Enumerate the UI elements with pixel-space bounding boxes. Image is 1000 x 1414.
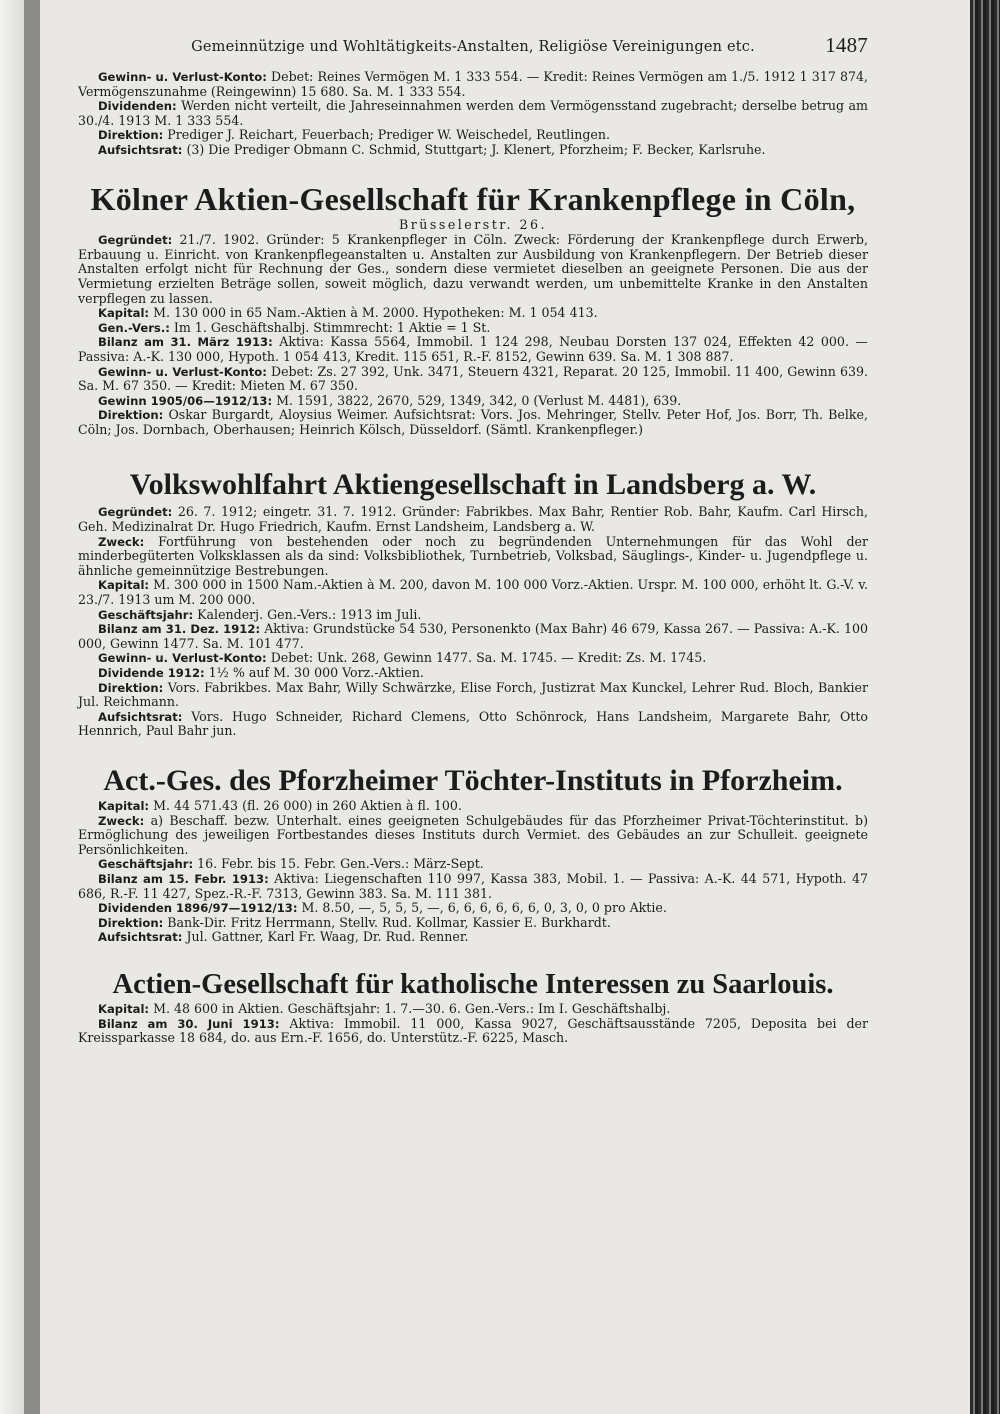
company-title: Kölner Aktien-Gesellschaft für Krankenpflege in Cöln, xyxy=(90,180,856,217)
scan-left-margin xyxy=(0,0,24,1414)
field-text: Vors. Hugo Schneider, Richard Clemens, Otto Schönrock, Hans Landsheim, Margarete Bahr, Otto Hennrich, Paul Bahr jun. xyxy=(78,708,868,739)
field-label: Gewinn- u. Verlust-Konto: xyxy=(98,651,267,666)
field-label: Gewinn- u. Verlust-Konto: xyxy=(98,70,267,84)
paragraph xyxy=(78,70,868,99)
field-label: Dividenden 1896/97—1912/13: xyxy=(98,901,298,916)
paragraph xyxy=(78,622,868,651)
field-text: M. 130 000 in 65 Nam.-Aktien à M. 2000. Hypotheken: M. 1 054 413. xyxy=(153,305,598,321)
field-text: M. 8.50, —, 5, 5, 5, —, 6, 6, 6, 6, 6, 6, 0, 3, 0, 0 pro Aktie. xyxy=(301,900,667,916)
field-label: Kapital: xyxy=(98,1001,150,1016)
paragraph xyxy=(78,408,868,437)
paragraph xyxy=(78,710,868,739)
paragraph xyxy=(78,535,868,579)
paragraph xyxy=(78,872,868,901)
paragraph xyxy=(78,1002,868,1017)
company-title: Volkswohlfahrt Aktiengesellschaft in Landsberg a. W. xyxy=(129,468,817,502)
scan-right-edge xyxy=(970,0,1000,1414)
field-text: Vors. Fabrikbes. Max Bahr, Willy Schwärzke, Elise Forch, Justizrat Max Kunckel, Lehrer Rud. Bloch, Bankier Jul. Reichmann. xyxy=(78,679,868,710)
field-label: Zweck: xyxy=(98,813,145,828)
entry-katholische-interessen-saarlouis xyxy=(78,969,868,1046)
field-text: Kalenderj. Gen.-Vers.: 1913 im Juli. xyxy=(197,606,422,622)
field-label: Bilanz am 31. März 1913: xyxy=(98,335,273,350)
paragraph xyxy=(78,321,868,336)
field-label: Geschäftsjahr: xyxy=(98,857,194,872)
field-label: Gewinn- u. Verlust-Konto: xyxy=(98,364,267,379)
entry-volkswohlfahrt xyxy=(78,469,868,739)
company-title: Actien-Gesellschaft für katholische Interessen zu Saarlouis. xyxy=(112,968,834,1000)
paragraph xyxy=(78,306,868,321)
field-text: Jul. Gattner, Karl Fr. Waag, Dr. Rud. Renner. xyxy=(186,929,469,945)
entry-continuation xyxy=(78,70,868,158)
paragraph xyxy=(78,233,868,306)
field-text: M. 44 571.43 (fl. 26 000) in 260 Aktien à fl. 100. xyxy=(153,797,462,813)
field-label: Gen.-Vers.: xyxy=(98,320,170,335)
field-text: 21./7. 1902. Gründer: 5 Krankenpfleger in Cöln. Zweck: Förderung der Krankenpflege durch Erwerb, Erbauung u. Einricht. von Krankenpflegeanstalten u. Anstalten zur Ausbildung von Krankenpflegern. Der Betrieb dieser Anstalten erfolgt nicht für Rechnung der Ges., sondern diese vermietet dieselben an geeignete Personen. Die aus der Vermietung erzielten Beträge sollen, soweit möglich, dazu verwandt werden, um unbemittelte Kranke in den Anstalten verpflegen zu lassen. xyxy=(78,232,868,306)
field-label: Aufsichtsrat: xyxy=(98,709,183,724)
field-label: Direktion: xyxy=(98,680,164,695)
paragraph xyxy=(78,128,868,143)
field-label: Gegründet: xyxy=(98,233,173,248)
field-label: Kapital: xyxy=(98,578,150,593)
page-number: 1487 xyxy=(825,33,868,57)
field-text: Aktiva: Immobil. 11 000, Kassa 9027, Geschäftsausstände 7205, Deposita bei der Kreissparkasse 18 684, do. aus Ern.-F. 1656, do. Unterstütz.-F. 6225, Masch. xyxy=(78,1015,868,1046)
field-label: Gewinn 1905/06—1912/13: xyxy=(98,393,273,408)
company-title: Act.-Ges. des Pforzheimer Töchter-Instituts in Pforzheim. xyxy=(103,763,843,797)
field-text: Debet: Unk. 268, Gewinn 1477. Sa. M. 1745. — Kredit: Zs. M. 1745. xyxy=(270,650,707,666)
running-header xyxy=(78,33,868,70)
paragraph xyxy=(78,1017,868,1046)
paragraph xyxy=(78,666,868,681)
paragraph xyxy=(78,365,868,394)
document-page xyxy=(78,33,868,1046)
field-text: M. 1591, 3822, 2670, 529, 1349, 342, 0 (Verlust M. 4481), 639. xyxy=(276,392,682,408)
field-label: Aufsichtsrat: xyxy=(98,930,183,945)
paragraph xyxy=(78,651,868,666)
field-text: Aktiva: Kassa 5564, Immobil. 1 124 298, Neubau Dorsten 137 024, Effekten 42 000. — Passiva: A.-K. 130 000, Hypoth. 1 054 413, Kredit. 115 651, R.-F. 8152, Gewinn 639. Sa. M. 1 308 887. xyxy=(78,334,868,364)
field-label: Bilanz am 30. Juni 1913: xyxy=(98,1016,280,1031)
field-text: Debet: Zs. 27 392, Unk. 3471, Steuern 4321, Reparat. 20 125, Immobil. 11 400, Gewinn 639. Sa. M. 67 350. — Kredit: Mieten M. 67 350. xyxy=(78,363,868,394)
field-label: Geschäftsjahr: xyxy=(98,607,194,622)
field-label: Kapital: xyxy=(98,798,150,813)
scan-binding-shadow xyxy=(24,0,40,1414)
paragraph xyxy=(78,608,868,623)
field-label: Direktion: xyxy=(98,408,164,423)
field-text: M. 48 600 in Aktien. Geschäftsjahr: 1. 7.—30. 6. Gen.-Vers.: Im I. Geschäftshalbj. xyxy=(153,1000,671,1016)
paragraph xyxy=(78,930,868,945)
field-text: Aktiva: Grundstücke 54 530, Personenkto (Max Bahr) 46 679, Kassa 267. — Passiva: A.-K. 100 000, Gewinn 1477. Sa. M. 101 477. xyxy=(78,621,868,651)
paragraph xyxy=(78,799,868,814)
field-text: Bank-Dir. Fritz Herrmann, Stellv. Rud. Kollmar, Kassier E. Burkhardt. xyxy=(167,914,611,930)
paragraph xyxy=(78,857,868,872)
field-text: 1½ % auf M. 30 000 Vorz.-Aktien. xyxy=(208,665,424,680)
paragraph xyxy=(78,505,868,534)
paragraph xyxy=(78,335,868,364)
running-title: Gemeinnützige und Wohltätigkeits-Anstalten, Religiöse Vereinigungen etc. xyxy=(191,39,755,55)
paragraph xyxy=(78,578,868,607)
field-text: Oskar Burgardt, Aloysius Weimer. Aufsichtsrat: Vors. Jos. Mehringer, Stellv. Peter Hof, Jos. Borr, Th. Belke, Cöln; Jos. Dornbach, Oberhausen; Heinrich Kölsch, Düsseldorf. (Sämtl. Krankenpfleger.) xyxy=(78,407,868,437)
field-text: Debet: Reines Vermögen M. 1 333 554. — Kredit: Reines Vermögen am 1./5. 1912 1 317 874, Vermögenszunahme (Reingewinn) 15 680. Sa. M. 1 333 554. xyxy=(78,69,868,99)
field-label: Aufsichtsrat: xyxy=(98,142,183,157)
paragraph xyxy=(78,681,868,710)
field-text: 26. 7. 1912; eingetr. 31. 7. 1912. Gründer: Fabrikbes. Max Bahr, Rentier Rob. Bahr, Kaufm. Carl Hirsch, Geh. Medizinalrat Dr. Hugo Friedrich, Kaufm. Ernst Landsheim, Landsberg a. W. xyxy=(78,504,868,535)
company-address: Brüsselerstr. 26. xyxy=(399,216,547,232)
paragraph xyxy=(78,916,868,931)
field-text: M. 300 000 in 1500 Nam.-Aktien à M. 200, davon M. 100 000 Vorz.-Aktien. Urspr. M. 100 000, erhöht lt. G.-V. v. 23./7. 1913 um M. 200 000. xyxy=(78,577,868,608)
field-text: Im 1. Geschäftshalbj. Stimmrecht: 1 Aktie = 1 St. xyxy=(173,319,491,335)
field-label: Bilanz am 15. Febr. 1913: xyxy=(98,871,269,886)
paragraph xyxy=(78,901,868,916)
field-text: Fortführung von bestehenden oder noch zu begründenden Unternehmungen für das Wohl der minderbegüterten Volksklassen als da sind: Volksbibliothek, Turnbetrieb, Volksbad, Säuglings-, Kinder- u. Jugendpflege u. ähnliche gemeinnützige Bestrebungen. xyxy=(78,533,868,578)
field-label: Direktion: xyxy=(98,128,164,143)
paragraph xyxy=(78,99,868,128)
field-text: a) Beschaff. bezw. Unterhalt. eines geeigneten Schulgebäudes für das Pforzheimer Privat-Töchterinstitut. b) Ermöglichung des jeweiligen Fortbestandes dieses Instituts durch Vermiet. des Gebäudes an zur Schulleit. geeignete Persönlichkeiten. xyxy=(78,812,868,857)
field-label: Bilanz am 31. Dez. 1912: xyxy=(98,622,261,637)
field-text: 16. Febr. bis 15. Febr. Gen.-Vers.: März-Sept. xyxy=(197,856,484,872)
field-label: Dividende 1912: xyxy=(98,666,205,680)
field-text: Prediger J. Reichart, Feuerbach; Prediger W. Weischedel, Reutlingen. xyxy=(167,127,610,143)
field-text: (3) Die Prediger Obmann C. Schmid, Stuttgart; J. Klenert, Pforzheim; F. Becker, Karlsruhe. xyxy=(186,141,766,157)
field-label: Gegründet: xyxy=(98,505,173,520)
field-text: Aktiva: Liegenschaften 110 997, Kassa 383, Mobil. 1. — Passiva: A.-K. 44 571, Hypoth. 47 686, R.-F. 11 427, Spez.-R.-F. 7313, Gewinn 383. Sa. M. 111 381. xyxy=(78,870,868,901)
field-label: Dividenden: xyxy=(98,99,177,114)
field-label: Kapital: xyxy=(98,306,150,321)
paragraph xyxy=(78,814,868,858)
field-label: Direktion: xyxy=(98,915,164,930)
field-label: Zweck: xyxy=(98,534,145,549)
field-text: Werden nicht verteilt, die Jahreseinnahmen werden dem Vermögensstand zugebracht; derselbe betrug am 30./4. 1913 M. 1 333 554. xyxy=(78,98,868,128)
paragraph xyxy=(78,143,868,158)
paragraph xyxy=(78,394,868,409)
entry-pforzheimer-toechter-institut xyxy=(78,765,868,945)
entry-koelner-krankenpflege xyxy=(78,182,868,438)
